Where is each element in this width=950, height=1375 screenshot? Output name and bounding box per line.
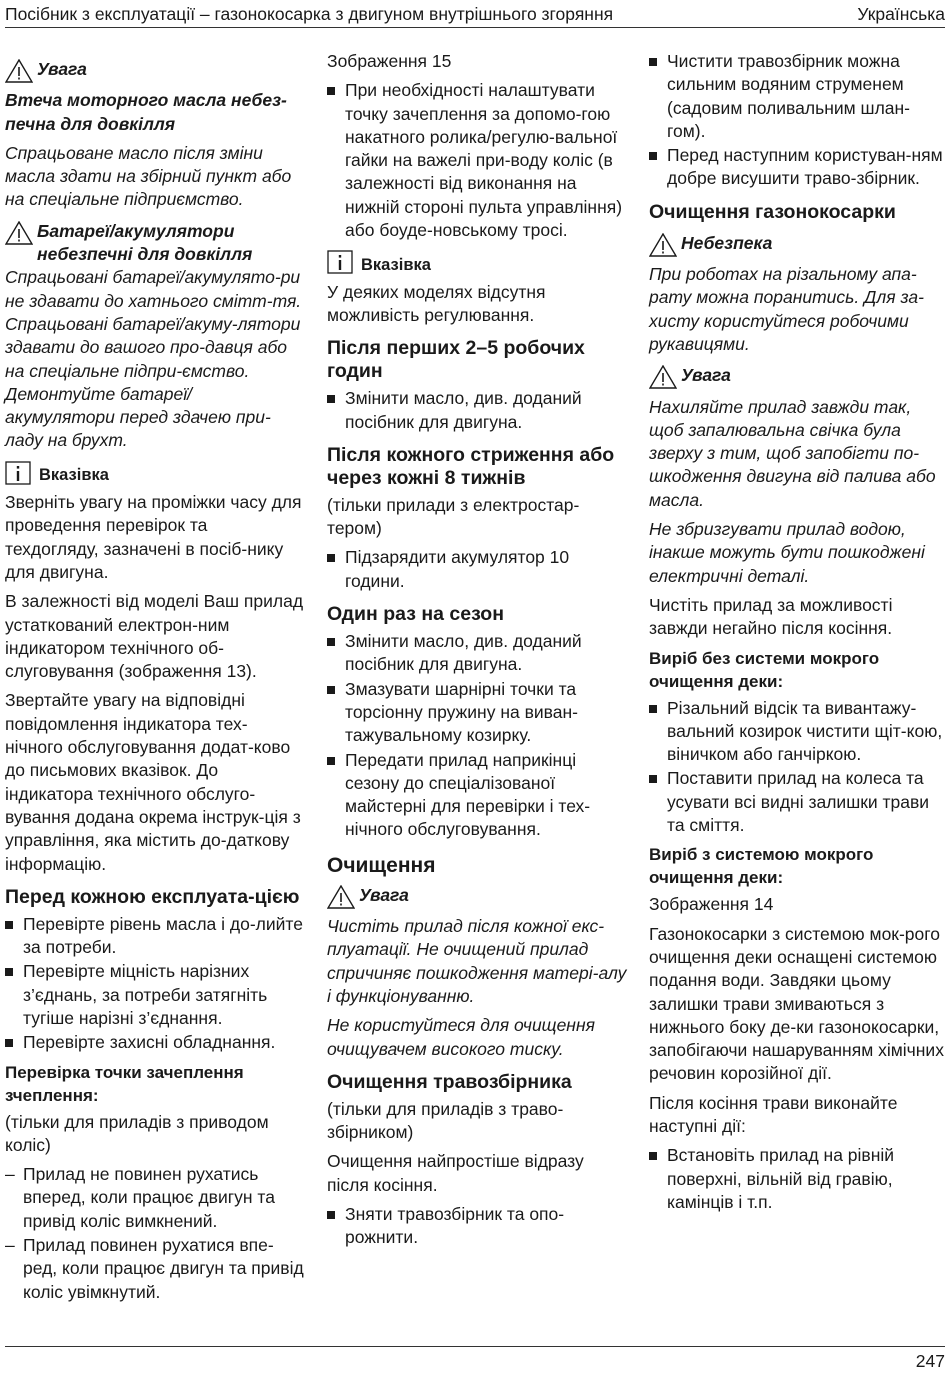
info-i-icon (5, 461, 39, 491)
list-item: Зняти травозбірник та опо-рожнити. (327, 1203, 627, 1250)
footer-rule (5, 1346, 945, 1347)
paragraph: Очищення найпростіше відразу після косіння. (327, 1151, 584, 1195)
note-heading (327, 250, 627, 280)
list-item: Перевірте міцність нарізних з’єднань, за потреби затягніть тугіше нарізні з’єднання. (5, 960, 305, 1030)
column-1 (5, 46, 305, 1310)
warning-triangle-icon (5, 220, 37, 251)
section-heading: Після перших 2–5 робочих годин (327, 337, 585, 383)
figure-reference: Зображення 15 (327, 51, 452, 71)
warning-title: Увага (359, 884, 409, 905)
section-heading: Один раз на сезон (327, 603, 504, 626)
paragraph: У деяких моделях відсутня можливість регулювання. (327, 281, 546, 325)
info-i-icon (327, 250, 361, 280)
warning-triangle-icon (649, 232, 681, 263)
clutch-check-list (5, 1163, 305, 1304)
list-item: Підзарядити акумулятор 10 години. (327, 546, 627, 593)
section-heading: Очищення газонокосарки (649, 200, 896, 223)
catcher-list-continued (649, 50, 945, 191)
warning-text: Чистіть прилад після кожної екс-плуатації. Не очищений прилад спричиняє пошкодження матері-алу і функціонуванню. (327, 916, 627, 1006)
chapter-heading: Очищення (327, 853, 436, 877)
each-mowing-list (327, 546, 627, 593)
subsection-heading: Виріб з системою мокрого очищення деки: (649, 845, 874, 888)
wet-list (649, 1144, 945, 1214)
header-title: Посібник з експлуатації – газонокосарка з двигуном внутрішнього згоряння (5, 4, 614, 24)
warning-title: Батареї/акумулятори небезпечні для довкілля (37, 220, 253, 265)
list-item: Перевірте захисні обладнання. (5, 1031, 305, 1054)
paragraph: Газонокосарки з системою мок-рого очищення деки оснащені системою подання води. Завдяки цьому залишки трави змиваються з нижнього боку де-ки газонокосарки, запобігаючи нашаруванням хімічних речовин корозійної дії. (649, 923, 944, 1084)
after-hours-list (327, 387, 627, 434)
no-wet-list (649, 697, 945, 838)
note-title: Вказівка (39, 466, 109, 485)
list-item: – Прилад повинен рухатися впе-ред, коли працює двигун та привід коліс увімкнутий. (5, 1234, 305, 1304)
list-item: Перевірте рівень масла і до-лийте за потреби. (5, 913, 305, 960)
warning-triangle-icon (327, 884, 359, 915)
paragraph: Чистіть прилад за можливості завжди негайно після косіння. (649, 594, 893, 639)
warning-text: Спрацьовані батареї/акумулято-ри не здавати до хатнього смітт-тя. Спрацьовані батареї/акуму-лятори здавати до вашого про-давця або на спеціальне підпри-ємство. Демонтуйте батареї/ акумулятори перед здачею при-ладу на брухт. (5, 267, 302, 451)
page-header (5, 0, 945, 28)
warning-title: Увага (681, 365, 731, 386)
section-heading: Після кожного стриження або через кожні 8 тижнів (327, 443, 615, 489)
warning-triangle-icon (5, 58, 37, 89)
danger-heading (649, 232, 945, 263)
paragraph: Зверніть увагу на проміжки часу для проведення перевірок та техдогляду, зазначені в посіб-нику для двигуна. (5, 492, 302, 582)
list-item: Змінити масло, див. доданий посібник для двигуна. (327, 630, 627, 677)
paragraph: (тільки прилади з електростар-тером) (327, 494, 580, 539)
season-list (327, 630, 627, 842)
list-item: Передати прилад наприкінці сезону до спеціалізованої майстерні для перевірки і тех-нічного обслуговування. (327, 749, 627, 842)
warning-subtitle: Втеча моторного масла небез-печна для довкілля (5, 90, 287, 134)
column-2 (327, 46, 627, 1256)
list-item: Поставити прилад на колеса та усувати всі видні залишки трави та сміття. (649, 767, 945, 837)
subsection-heading: Перевірка точки зачеплення зчеплення: (5, 1062, 244, 1105)
section-heading: Перед кожною експлуата-цією (5, 885, 300, 908)
note-title: Вказівка (361, 255, 431, 274)
warning-oil-heading (5, 58, 305, 89)
subsection-heading: Виріб без системи мокрого очищення деки: (649, 648, 880, 691)
adjust-list (327, 79, 627, 242)
warning-text: Спрацьоване масло після зміни масла здати на збірний пункт або на спеціальне підприємство. (5, 142, 292, 210)
paragraph: Після косіння трави виконайте наступні дії: (649, 1092, 898, 1136)
section-heading: Очищення травозбірника (327, 1070, 572, 1093)
paragraph: В залежності від моделі Ваш прилад устаткований електрон-ним індикатором технічного об-слуговування (зображення 13). (5, 591, 304, 682)
column-3 (649, 46, 945, 1220)
list-item: Чистити травозбірник можна сильним водяним струменем (садовим поливальним шлан-гом). (649, 50, 945, 143)
header-language: Українська (857, 4, 945, 24)
warning-heading (649, 364, 945, 395)
list-item: Змінити масло, див. доданий посібник для двигуна. (327, 387, 627, 434)
warning-text: Не збризгувати прилад водою, інакше можуть бути пошкоджені електричні деталі. (649, 519, 925, 586)
warning-text: Нахиляйте прилад завжди так, щоб запалювальна свічка була зверху з тим, щоб запобігти по-шкодження двигуна від палива або масла. (649, 396, 936, 510)
paragraph: Звертайте увагу на відповідні повідомлення індикатора тех-нічного обслуговування додат-ково до письмових вказівок. До індикатора технічного обслуго-вування додана окрема інструк-ція з управління, яка містить до-даткову інформацію. (5, 690, 301, 874)
list-item: Перед наступним користуван-ням добре висушити траво-збірник. (649, 144, 945, 191)
catcher-list (327, 1203, 627, 1250)
warning-battery-heading (5, 220, 305, 267)
danger-text: При роботах на різальному апа-рату можна поранитись. Для за-хисту користуйтеся робочими рукавицями. (649, 264, 924, 354)
note-heading (5, 461, 305, 491)
page-number: 247 (915, 1351, 945, 1371)
paragraph: (тільки для приладів з приводом коліс) (5, 1111, 269, 1155)
before-use-list (5, 913, 305, 1055)
warning-title: Увага (37, 59, 87, 79)
figure-reference: Зображення 14 (649, 894, 774, 915)
danger-title: Небезпека (681, 232, 773, 253)
warning-heading (327, 884, 627, 915)
list-item: Змазувати шарнірні точки та торсіонну пружину на виван-тажувальному козирку. (327, 678, 627, 748)
list-item: При необхідності налаштувати точку зачеплення за допомо-гою накатного ролика/регулю-вальної гайки на важелі при-воду коліс (в залежності від виконання на нижній стороні пульта управління) або боуде-новському тросі. (327, 79, 627, 242)
list-item: Різальний відсік та вивантажу-вальний козирок чистити щіт-кою, віничком або ганчіркою. (649, 697, 945, 767)
warning-text: Не користуйтеся для очищення очищувачем високого тиску. (327, 1015, 595, 1059)
paragraph: (тільки для приладів з траво-збірником) (327, 1098, 564, 1143)
list-item: Встановіть прилад на рівній поверхні, вільній від гравію, камінців і т.п. (649, 1144, 945, 1214)
warning-triangle-icon (649, 364, 681, 395)
list-item: – Прилад не повинен рухатись вперед, коли працює двигун та привід коліс вимкнений. (5, 1163, 305, 1233)
